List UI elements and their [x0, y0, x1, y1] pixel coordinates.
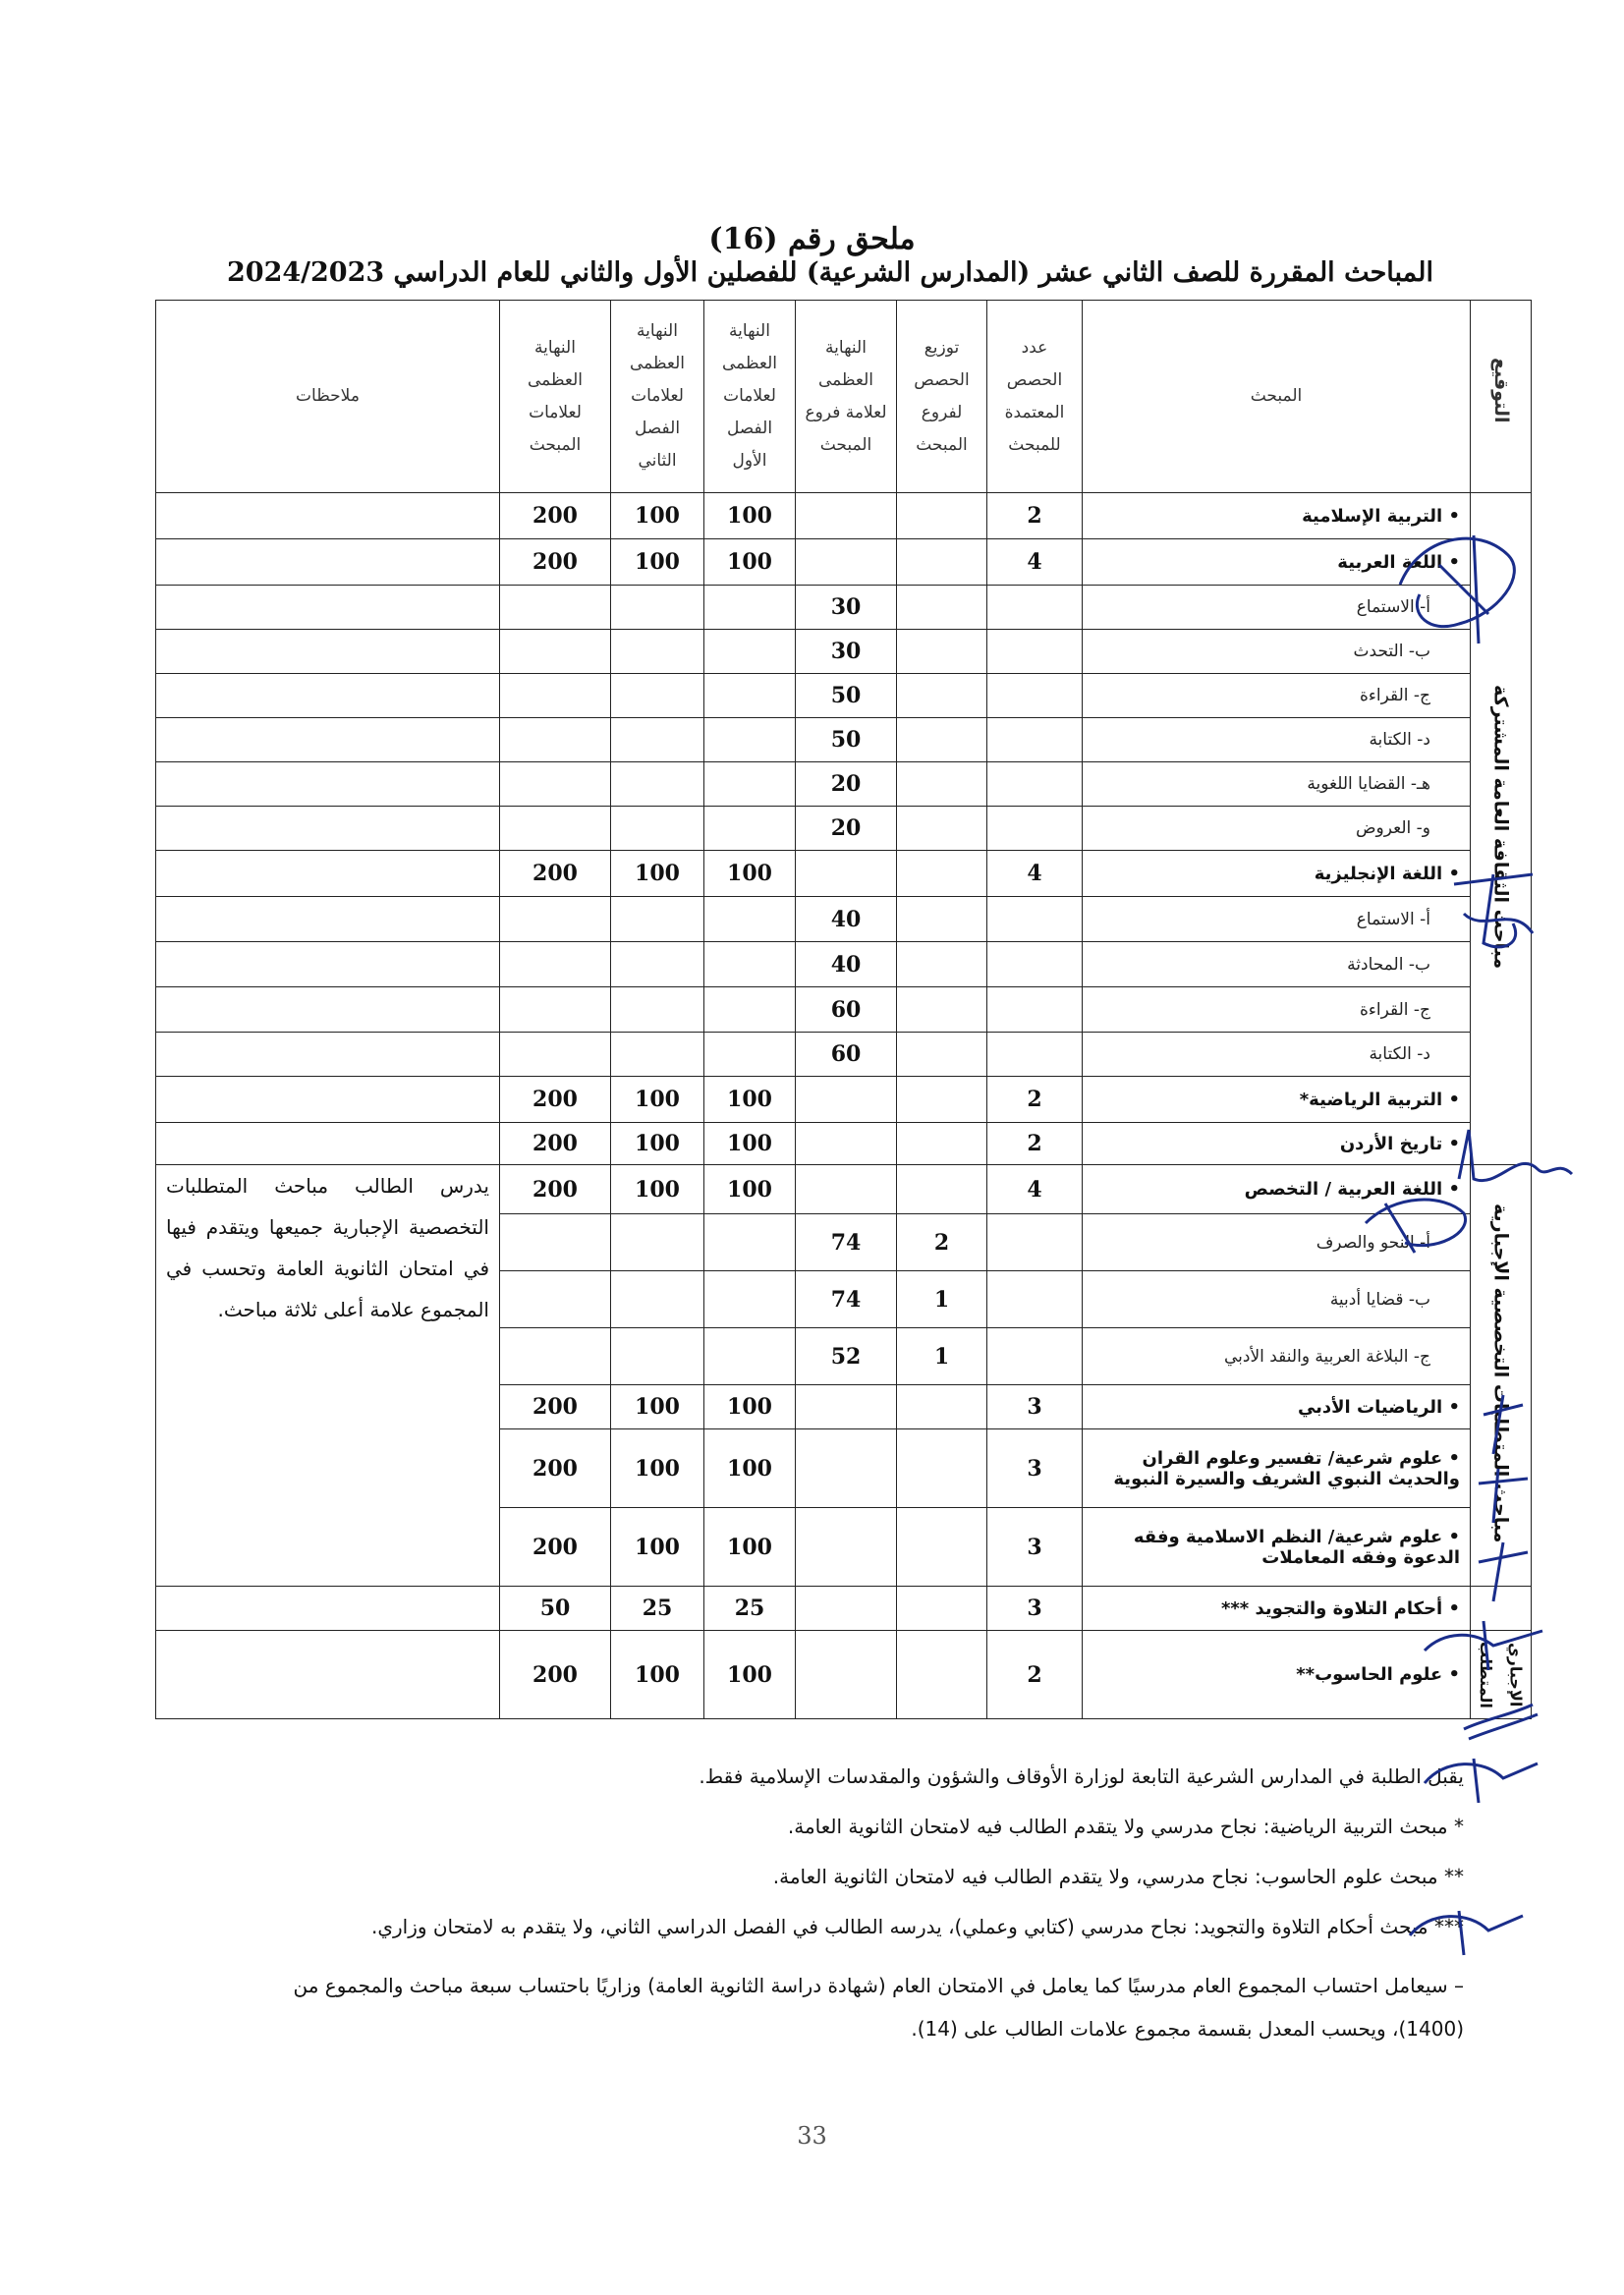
total-max-cell	[500, 1214, 611, 1271]
sem2-max-cell	[611, 674, 704, 718]
sem2-max-cell	[611, 630, 704, 674]
table-row	[156, 942, 1532, 987]
periods-cell	[987, 718, 1083, 762]
footnote-3: ** مبحث علوم الحاسوب: نجاح مدرسي، ولا يتقدم الطالب فيه لامتحان الثانوية العامة.	[772, 1865, 1464, 1888]
branch-max-cell: 20	[796, 807, 897, 851]
annex-title: ملحق رقم (16)	[708, 222, 916, 256]
distribution-cell: 1	[897, 1328, 987, 1385]
periods-cell: 2	[987, 1077, 1083, 1123]
sem1-max-cell: 100	[704, 493, 796, 539]
table-row	[156, 674, 1532, 718]
branch-name: و- العروض	[1083, 807, 1471, 851]
periods-cell	[987, 897, 1083, 942]
notes-cell-empty	[156, 942, 500, 987]
sem1-max-cell	[704, 762, 796, 807]
branch-name: د- الكتابة	[1083, 718, 1471, 762]
subject-name: • اللغة العربية / التخصص	[1083, 1165, 1471, 1214]
table-row	[156, 1033, 1532, 1077]
footnotes	[226, 1763, 1464, 2074]
notes-cell-empty	[156, 1587, 500, 1631]
distribution-cell	[897, 1077, 987, 1123]
sem2-max-cell: 100	[611, 1385, 704, 1429]
distribution-cell	[897, 987, 987, 1033]
table-row	[156, 897, 1532, 942]
col-branch-max: النهاية العظمى لعلامة فروع المبحث	[796, 301, 897, 493]
branch-name: ج- القراءة	[1083, 674, 1471, 718]
signature-mark	[1454, 1690, 1542, 1749]
distribution-cell	[897, 851, 987, 897]
table-row	[156, 1077, 1532, 1123]
table-row	[156, 1631, 1532, 1719]
group-specialized-label: مباحث المتطلبات التخصصية الإجبارية	[1489, 1203, 1512, 1543]
total-max-cell: 200	[500, 493, 611, 539]
branch-max-cell	[796, 1077, 897, 1123]
subject-name: • أحكام التلاوة والتجويد ***	[1083, 1587, 1471, 1631]
branch-max-cell: 50	[796, 674, 897, 718]
table-row	[156, 762, 1532, 807]
total-max-cell	[500, 1033, 611, 1077]
branch-name: أ- النحو والصرف	[1083, 1214, 1471, 1271]
total-max-cell: 200	[500, 1508, 611, 1587]
table-row	[156, 718, 1532, 762]
distribution-cell	[897, 762, 987, 807]
sem1-max-cell: 100	[704, 1385, 796, 1429]
total-max-cell	[500, 762, 611, 807]
branch-max-cell: 50	[796, 718, 897, 762]
page-number: 33	[797, 2122, 827, 2150]
total-max-cell	[500, 987, 611, 1033]
signature-mark	[1356, 1184, 1484, 1262]
periods-cell: 2	[987, 1123, 1083, 1165]
branch-name: ب- المحادثة	[1083, 942, 1471, 987]
sem1-max-cell	[704, 807, 796, 851]
sem1-max-cell: 100	[704, 1165, 796, 1214]
distribution-cell	[897, 674, 987, 718]
table-row	[156, 539, 1532, 586]
signature-mark	[1380, 496, 1528, 663]
table-row	[156, 586, 1532, 630]
periods-cell	[987, 630, 1083, 674]
periods-cell: 2	[987, 1631, 1083, 1719]
subject-name: • علوم شرعية/ تفسير وعلوم القران والحديث النبوي الشريف والسيرة النبوية	[1083, 1429, 1471, 1508]
notes-cell-empty	[156, 897, 500, 942]
sem2-max-cell: 100	[611, 1508, 704, 1587]
sem2-max-cell: 100	[611, 851, 704, 897]
branch-max-cell	[796, 493, 897, 539]
branch-max-cell	[796, 1123, 897, 1165]
sem1-max-cell: 100	[704, 1123, 796, 1165]
sem2-max-cell: 100	[611, 539, 704, 586]
periods-cell: 2	[987, 493, 1083, 539]
notes-cell-empty	[156, 987, 500, 1033]
sem2-max-cell: 100	[611, 1631, 704, 1719]
branch-max-cell: 30	[796, 586, 897, 630]
total-max-cell: 200	[500, 539, 611, 586]
distribution-cell	[897, 1385, 987, 1429]
subject-name: • التربية الإسلامية	[1083, 493, 1471, 539]
branch-name: هـ- القضايا اللغوية	[1083, 762, 1471, 807]
periods-cell: 3	[987, 1508, 1083, 1587]
sem1-max-cell	[704, 586, 796, 630]
total-max-cell	[500, 1328, 611, 1385]
sem1-max-cell: 100	[704, 851, 796, 897]
sem2-max-cell	[611, 987, 704, 1033]
notes-cell-empty	[156, 630, 500, 674]
branch-max-cell	[796, 1631, 897, 1719]
table-header-row	[156, 301, 1532, 493]
distribution-cell	[897, 493, 987, 539]
total-max-cell	[500, 897, 611, 942]
footnote-2: * مبحث التربية الرياضية: نجاح مدرسي ولا يتقدم الطالب فيه لامتحان الثانوية العامة.	[787, 1815, 1464, 1838]
total-max-cell: 50	[500, 1587, 611, 1631]
subject-name: • الرياضيات الأدبي	[1083, 1385, 1471, 1429]
sem2-max-cell: 100	[611, 1165, 704, 1214]
total-max-cell: 200	[500, 1385, 611, 1429]
sem1-max-cell: 25	[704, 1587, 796, 1631]
distribution-cell	[897, 718, 987, 762]
periods-cell	[987, 674, 1083, 718]
distribution-cell	[897, 586, 987, 630]
branch-name: ب- قضايا أدبية	[1083, 1271, 1471, 1328]
distribution-cell	[897, 942, 987, 987]
distribution-cell	[897, 1631, 987, 1719]
branch-max-cell: 30	[796, 630, 897, 674]
col-periods: عدد الحصص المعتمدة للمبحث	[987, 301, 1083, 493]
subject-name: • علوم الحاسوب**	[1083, 1631, 1471, 1719]
footnote-1: يقبل الطلبة في المدارس الشرعية التابعة لوزارة الأوقاف والشؤون والمقدسات الإسلامية فقط.	[699, 1764, 1464, 1788]
col-distribution: توزيع الحصص لفروع المبحث	[897, 301, 987, 493]
notes-cell-empty	[156, 1123, 500, 1165]
signature-mark	[1415, 1749, 1542, 1808]
total-max-cell: 200	[500, 1123, 611, 1165]
sem2-max-cell	[611, 762, 704, 807]
sem1-max-cell	[704, 1214, 796, 1271]
sem2-max-cell: 100	[611, 1077, 704, 1123]
total-max-cell: 200	[500, 1077, 611, 1123]
distribution-cell	[897, 630, 987, 674]
branch-name: أ- الاستماع	[1083, 586, 1471, 630]
notes-cell-empty	[156, 674, 500, 718]
periods-cell	[987, 586, 1083, 630]
total-max-cell: 200	[500, 1429, 611, 1508]
notes-cell-empty	[156, 718, 500, 762]
table-row	[156, 1587, 1532, 1631]
sem2-max-cell	[611, 586, 704, 630]
subject-name: • اللغة الإنجليزية	[1083, 851, 1471, 897]
branch-max-cell: 74	[796, 1271, 897, 1328]
periods-cell	[987, 1033, 1083, 1077]
branch-name: ج- القراءة	[1083, 987, 1471, 1033]
notes-cell-empty	[156, 493, 500, 539]
notes-cell-empty	[156, 539, 500, 586]
sem2-max-cell: 100	[611, 1123, 704, 1165]
col-subject: المبحث	[1083, 301, 1471, 493]
branch-max-cell: 60	[796, 987, 897, 1033]
group-elective-label: المتطلب	[1476, 1641, 1495, 1708]
distribution-cell	[897, 897, 987, 942]
notes-cell-empty	[156, 807, 500, 851]
footnote-4: *** مبحث أحكام التلاوة والتجويد: نجاح مدرسي (كتابي وعملي)، يدرسه الطالب في الفصل الدراسي الثاني، ولا يتقدم به لامتحان وزاري.	[370, 1915, 1464, 1938]
col-total-max: النهاية العظمى لعلامات المبحث	[500, 301, 611, 493]
notes-cell-empty	[156, 851, 500, 897]
sem2-max-cell	[611, 942, 704, 987]
branch-max-cell	[796, 1385, 897, 1429]
distribution-cell	[897, 1429, 987, 1508]
sem2-max-cell: 100	[611, 493, 704, 539]
distribution-cell	[897, 539, 987, 586]
branch-max-cell: 52	[796, 1328, 897, 1385]
notes-cell-empty	[156, 1077, 500, 1123]
periods-cell	[987, 807, 1083, 851]
branch-max-cell: 60	[796, 1033, 897, 1077]
sem1-max-cell	[704, 942, 796, 987]
col-sem1-max: النهاية العظمى لعلامات الفصل الأول	[704, 301, 796, 493]
distribution-cell	[897, 1123, 987, 1165]
distribution-cell	[897, 1587, 987, 1631]
notes-cell-empty	[156, 1631, 500, 1719]
signature-mark	[1464, 1385, 1542, 1621]
branch-name: د- الكتابة	[1083, 1033, 1471, 1077]
branch-max-cell: 40	[796, 897, 897, 942]
signature-mark	[1415, 1611, 1552, 1680]
table-row	[156, 493, 1532, 539]
sem1-max-cell: 100	[704, 1077, 796, 1123]
sem1-max-cell: 100	[704, 539, 796, 586]
periods-cell: 3	[987, 1385, 1083, 1429]
distribution-cell: 2	[897, 1214, 987, 1271]
total-max-cell: 200	[500, 1631, 611, 1719]
table-row	[156, 1123, 1532, 1165]
branch-max-cell	[796, 539, 897, 586]
table-row	[156, 1165, 1532, 1214]
subject-name: • علوم شرعية/ النظم الاسلامية وفقه الدعوة وفقه المعاملات	[1083, 1508, 1471, 1587]
branch-max-cell: 40	[796, 942, 897, 987]
page-subtitle: المباحث المقررة للصف الثاني عشر (المدارس الشرعية) للفصلين الأول والثاني للعام الدراسي 2024/2023	[227, 257, 1433, 288]
periods-cell	[987, 987, 1083, 1033]
total-max-cell	[500, 674, 611, 718]
notes-cell-empty	[156, 762, 500, 807]
sem1-max-cell	[704, 674, 796, 718]
sem2-max-cell: 25	[611, 1587, 704, 1631]
sem1-max-cell	[704, 718, 796, 762]
table-row	[156, 630, 1532, 674]
col-notes: ملاحظات	[156, 301, 500, 493]
sem1-max-cell	[704, 630, 796, 674]
sem1-max-cell: 100	[704, 1631, 796, 1719]
sem1-max-cell: 100	[704, 1508, 796, 1587]
branch-max-cell: 74	[796, 1214, 897, 1271]
table-row	[156, 807, 1532, 851]
sem1-max-cell: 100	[704, 1429, 796, 1508]
distribution-cell: 1	[897, 1271, 987, 1328]
total-max-cell	[500, 586, 611, 630]
sem1-max-cell	[704, 987, 796, 1033]
periods-cell	[987, 1328, 1083, 1385]
distribution-cell	[897, 1508, 987, 1587]
total-max-cell	[500, 807, 611, 851]
sem2-max-cell	[611, 1328, 704, 1385]
periods-cell: 3	[987, 1587, 1083, 1631]
periods-cell	[987, 942, 1083, 987]
subjects-table	[155, 300, 1532, 1719]
subject-name: • التربية الرياضية*	[1083, 1077, 1471, 1123]
branch-max-cell	[796, 1429, 897, 1508]
periods-cell	[987, 1214, 1083, 1271]
periods-cell: 4	[987, 1165, 1083, 1214]
sem2-max-cell	[611, 1214, 704, 1271]
total-max-cell	[500, 630, 611, 674]
subject-name: • اللغة العربية	[1083, 539, 1471, 586]
total-max-cell	[500, 942, 611, 987]
col-signature: التوقيع	[1471, 301, 1532, 493]
branch-max-cell: 20	[796, 762, 897, 807]
sem1-max-cell	[704, 1271, 796, 1328]
branch-max-cell	[796, 1165, 897, 1214]
total-max-cell	[500, 1271, 611, 1328]
sem2-max-cell	[611, 1033, 704, 1077]
col-sem2-max: النهاية العظمى لعلامات الفصل الثاني	[611, 301, 704, 493]
group-mandatory-label: الإجباري	[1506, 1642, 1526, 1707]
total-max-cell	[500, 718, 611, 762]
group-general-label: مباحث الثقافة العامة المشتركة	[1489, 684, 1512, 970]
distribution-cell	[897, 1033, 987, 1077]
periods-cell: 3	[987, 1429, 1083, 1508]
distribution-cell	[897, 807, 987, 851]
sem2-max-cell	[611, 1271, 704, 1328]
sem2-max-cell	[611, 718, 704, 762]
table-row	[156, 987, 1532, 1033]
branch-name: أ- الاستماع	[1083, 897, 1471, 942]
specialized-note: يدرس الطالب مباحث المتطلبات التخصصية الإجبارية جميعها ويتقدم فيها في امتحان الثانوية العامة وتحسب في المجموع علامة أعلى ثلاثة مباحث.	[156, 1165, 500, 1587]
total-max-cell: 200	[500, 1165, 611, 1214]
sem2-max-cell	[611, 807, 704, 851]
sem1-max-cell	[704, 897, 796, 942]
notes-cell-empty	[156, 1033, 500, 1077]
notes-cell-empty	[156, 586, 500, 630]
branch-name: ج- البلاغة العربية والنقد الأدبي	[1083, 1328, 1471, 1385]
periods-cell: 4	[987, 539, 1083, 586]
periods-cell	[987, 762, 1083, 807]
sem2-max-cell	[611, 897, 704, 942]
signature-mark	[1444, 845, 1552, 982]
branch-max-cell	[796, 1508, 897, 1587]
sem1-max-cell	[704, 1328, 796, 1385]
sem2-max-cell: 100	[611, 1429, 704, 1508]
signature-mark	[1400, 1901, 1528, 1960]
periods-cell	[987, 1271, 1083, 1328]
periods-cell: 4	[987, 851, 1083, 897]
distribution-cell	[897, 1165, 987, 1214]
branch-name: ب- التحدث	[1083, 630, 1471, 674]
table-row	[156, 851, 1532, 897]
sem1-max-cell	[704, 1033, 796, 1077]
branch-max-cell	[796, 1587, 897, 1631]
footnote-5: – سيعامل احتساب المجموع العام مدرسيًا كما يعامل في الامتحان العام (شهادة دراسة الثانوية العامة) وزاريًا باحتساب سبعة مباحث والمجموع من (1400)، ويحسب المعدل بقسمة مجموع علامات الطالب على (14).	[293, 1974, 1464, 2041]
branch-max-cell	[796, 851, 897, 897]
subject-name: • تاريخ الأردن	[1083, 1123, 1471, 1165]
total-max-cell: 200	[500, 851, 611, 897]
